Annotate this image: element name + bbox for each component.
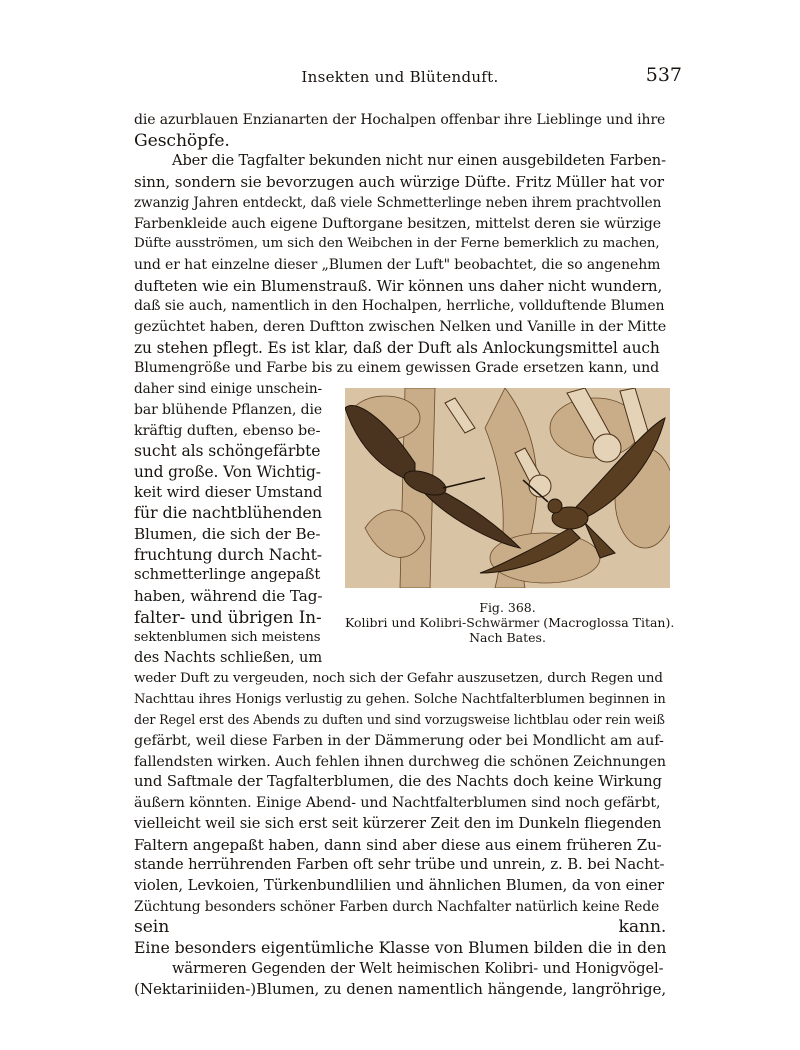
- body-line: Blumengröße und Farbe bis zu einem gewissen Grade ersetzen kann, und: [134, 360, 660, 376]
- body-line: vielleicht weil sie sich erst seit kürzerer Zeit den im Dunkeln fliegenden: [134, 815, 662, 832]
- body-line: weder Duft zu vergeuden, noch sich der Gefahr auszusetzen, durch Regen und: [134, 671, 663, 686]
- body-line: sucht als schöngefärbte: [134, 442, 321, 460]
- body-line: violen, Levkoien, Türkenbundlilien und ähnlichen Blumen, da von einer: [134, 877, 665, 894]
- body-line: Blumen, die sich der Be-: [134, 525, 321, 543]
- body-line: kräftig duften, ebenso be-: [134, 423, 321, 439]
- body-line: zu stehen pflegt. Es ist klar, daß der Duft als Anlockungsmittel auch: [134, 339, 660, 357]
- body-line: daher sind einige unschein-: [134, 381, 322, 397]
- body-line: Geschöpfe.: [134, 131, 230, 151]
- body-line: bar blühende Pflanzen, die: [134, 402, 323, 418]
- figure-credit: Nach Bates.: [469, 630, 546, 645]
- body-line: sektenblumen sich meistens: [134, 630, 321, 645]
- page-header: [130, 64, 682, 92]
- body-line: Düfte ausströmen, um sich den Weibchen in der Ferne bemerklich zu machen,: [134, 236, 660, 251]
- body-line: gefärbt, weil diese Farben in der Dämmerung oder bei Mondlicht am auf-: [134, 733, 664, 749]
- running-head: Insekten und Blütenduft.: [301, 68, 499, 86]
- figure-engraving: [345, 388, 670, 588]
- body-line: falter- und übrigen In-: [134, 607, 322, 627]
- body-line: des Nachts schließen, um: [134, 649, 323, 666]
- body-line: stande herrührenden Farben oft sehr trübe und unrein, z. B. bei Nacht-: [134, 856, 665, 873]
- body-line: daß sie auch, namentlich in den Hochalpen, herrliche, vollduftende Blumen: [134, 298, 665, 314]
- body-line: und große. Von Wichtig-: [134, 463, 321, 481]
- body-line: Eine besonders eigentümliche Klasse von Blumen bilden die in den: [134, 938, 667, 957]
- figure-label: Fig. 368.: [479, 600, 536, 615]
- body-line: Faltern angepaßt haben, dann sind aber diese aus einem früheren Zu-: [134, 836, 662, 854]
- body-line: fruchtung durch Nacht-: [134, 545, 323, 564]
- body-line: wärmeren Gegenden der Welt heimischen Kolibri- und Honigvögel-: [172, 960, 664, 977]
- body-line: und Saftmale der Tagfalterblumen, die des Nachts doch keine Wirkung: [134, 773, 662, 790]
- body-line: dufteten wie ein Blumenstrauß. Wir können uns daher nicht wundern,: [134, 277, 663, 295]
- body-line: haben, während die Tag-: [134, 587, 323, 605]
- body-line: äußern könnten. Einige Abend- und Nachtfalterblumen sind noch gefärbt,: [134, 795, 661, 811]
- body-line: (Nektariniiden-)Blumen, zu denen namentlich hängende, langröhrige,: [134, 980, 667, 998]
- body-line: und er hat einzelne dieser „Blumen der Luft" beobachtet, die so angenehm: [134, 257, 661, 273]
- body-line: schmetterlinge angepaßt: [134, 566, 321, 583]
- page-number: 537: [645, 64, 682, 86]
- body-line: fallendsten wirken. Auch fehlen ihnen durchweg die schönen Zeichnungen: [134, 754, 666, 770]
- body-line: Nachttau ihres Honigs verlustig zu gehen. Solche Nachtfalterblumen beginnen in: [134, 692, 666, 707]
- body-line: Farbenkleide auch eigene Duftorgane besitzen, mittelst deren sie würzige: [134, 216, 662, 232]
- body-line: sein kann.: [134, 917, 667, 937]
- figure-caption: Kolibri und Kolibri-Schwärmer (Macroglossa Titan).: [345, 615, 675, 630]
- body-line: keit wird dieser Umstand: [134, 484, 323, 501]
- body-line: gezüchtet haben, deren Duftton zwischen Nelken und Vanille in der Mitte: [134, 319, 667, 335]
- body-line: zwanzig Jahren entdeckt, daß viele Schmetterlinge neben ihrem prachtvollen: [134, 195, 662, 211]
- body-line: die azurblauen Enzianarten der Hochalpen offenbar ihre Lieblinge und ihre: [134, 112, 666, 128]
- body-line: Züchtung besonders schöner Farben durch Nachfalter natürlich keine Rede: [134, 899, 660, 915]
- body-line: der Regel erst des Abends zu duften und sind vorzugsweise lichtblau oder rein weiß: [134, 712, 665, 727]
- body-line: für die nachtblühenden: [134, 503, 322, 522]
- hummingbird-hawkmoth-illustration: [345, 388, 670, 588]
- body-line: Aber die Tagfalter bekunden nicht nur einen ausgebildeten Farben-: [172, 152, 666, 169]
- body-line: sinn, sondern sie bevorzugen auch würzige Düfte. Fritz Müller hat vor: [134, 173, 664, 191]
